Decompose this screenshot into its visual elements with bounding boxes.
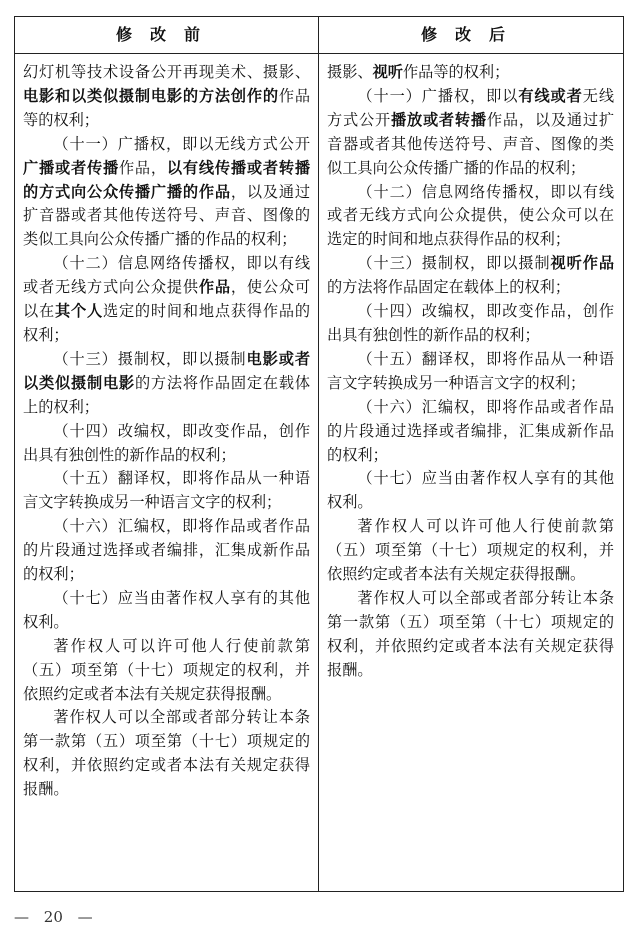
table-header [15,17,623,54]
paragraph-text: 著作权人可以全部或者部分转让本条第一款第（五）项至第（十七）项规定的权利，并依照约定或者本法有关规定获得报酬。 [327,588,614,679]
paragraph-text: （十五）翻译权，即将作品从一种语言文字转换成另一种语言文字的权利； [23,469,310,512]
paragraph-text: （十二）信息网络传播权，即以有线或者无线方式向公众提供，使公众可以在选定的时间和地点获得作品的权利； [327,182,614,249]
paragraph-text: 作品， [118,158,167,177]
amended-text: 有线或者 [518,86,583,105]
amended-text: 视听 [372,63,403,81]
footer-dash-left: — [14,908,29,926]
paragraph [327,85,614,181]
paragraph [23,587,310,635]
amended-text: 电影和以类似摄制电影的方法创作的 [23,86,279,105]
paragraph-text: （十七）应当由著作权人享有的其他权利。 [23,588,310,631]
paragraph-text: 的方法将作品固定在载体上的权利； [327,278,570,297]
amended-text: 以有线传播或者转播的方式向公众传播广播的作品 [23,158,311,201]
footer-dash-right: — [77,908,93,926]
amended-text: 作品 [198,278,231,297]
paragraph-text: （十四）改编权，即改变作品，创作出具有独创性的新作品的权利； [23,421,310,464]
header-after: 修改后 [420,25,523,44]
paragraph-text: 幻灯机等技术设备公开再现美术、摄影、 [23,63,310,81]
paragraph-text: （十三）摄制权，即以摄制 [53,349,247,368]
paragraph [327,396,614,468]
paragraph-text: ，使公众可以在 [23,278,311,321]
amended-text: 其个人 [54,302,103,321]
paragraph [23,61,310,133]
paragraph-text: （十三）摄制权，即以摄制 [357,254,551,273]
paragraph-text: 作品，以及通过扩音器或者其他传送符号、声音、图像的类似工具向公众传播广播的作品的权利； [327,110,615,177]
paragraph-text: （十六）汇编权，即将作品或者作品的片段通过选择或者编排，汇集成新作品的权利； [23,517,310,584]
paragraph [23,133,310,253]
page-footer [14,908,93,926]
column-before [23,61,310,802]
paragraph-text: （十六）汇编权，即将作品或者作品的片段通过选择或者编排，汇集成新作品的权利； [327,397,614,464]
paragraph [327,587,614,683]
paragraph-text: 的方法将作品固定在载体上的权利； [23,373,311,416]
paragraph-text: （十二）信息网络传播权，即以有线或者无线方式向公众提供 [23,254,310,297]
amended-text: 视听作品 [550,254,615,273]
paragraph [327,515,614,587]
paragraph [327,467,614,515]
paragraph-text: 无线方式公开 [327,86,615,129]
paragraph [327,348,614,396]
paragraph-text: 著作权人可以许可他人行使前款第（五）项至第（十七）项规定的权利，并依照约定或者本法有关规定获得报酬。 [23,636,310,703]
paragraph [23,635,310,707]
paragraph-text: 选定的时间和地点获得作品的权利； [23,302,311,344]
paragraph-text: （十四）改编权，即改变作品，创作出具有独创性的新作品的权利； [327,302,614,344]
paragraph [23,706,310,802]
paragraph-text: （十一）广播权，即以无线方式公开 [53,134,310,153]
amended-text: 电影或者以类似摄制电影 [23,349,311,392]
paragraph [327,61,614,85]
paragraph-text: （十五）翻译权，即将作品从一种语言文字转换成另一种语言文字的权利； [327,349,614,392]
page-number: 20 [43,908,63,926]
paragraph [23,420,310,468]
paragraph-text: 作品等的权利； [402,63,510,81]
paragraph-text: ，以及通过扩音器或者其他传送符号、声音、图像的类似工具向公众传播广播的作品的权利； [23,182,311,249]
amended-text: 播放或者转播 [390,110,487,129]
paragraph [327,252,614,300]
paragraph [23,467,310,515]
paragraph-text: （十一）广播权，即以 [357,86,519,105]
paragraph [327,300,614,348]
paragraph [23,348,310,420]
paragraph-text: 著作权人可以许可他人行使前款第（五）项至第（十七）项规定的权利，并依照约定或者本法有关规定获得报酬。 [327,517,614,584]
header-before: 修改前 [115,25,218,44]
paragraph [23,252,310,348]
column-divider [318,17,319,891]
paragraph-text: 著作权人可以全部或者部分转让本条第一款第（五）项至第（十七）项规定的权利，并依照约定或者本法有关规定获得报酬。 [23,708,310,799]
paragraph [327,181,614,253]
paragraph [23,515,310,587]
column-after [327,61,614,683]
paragraph-text: 摄影、 [327,63,373,81]
paragraph-text: 作品等的权利； [23,86,311,129]
paragraph-text: （十七）应当由著作权人享有的其他权利。 [327,469,614,512]
amended-text: 广播或者传播 [23,158,119,177]
comparison-table [14,16,624,892]
